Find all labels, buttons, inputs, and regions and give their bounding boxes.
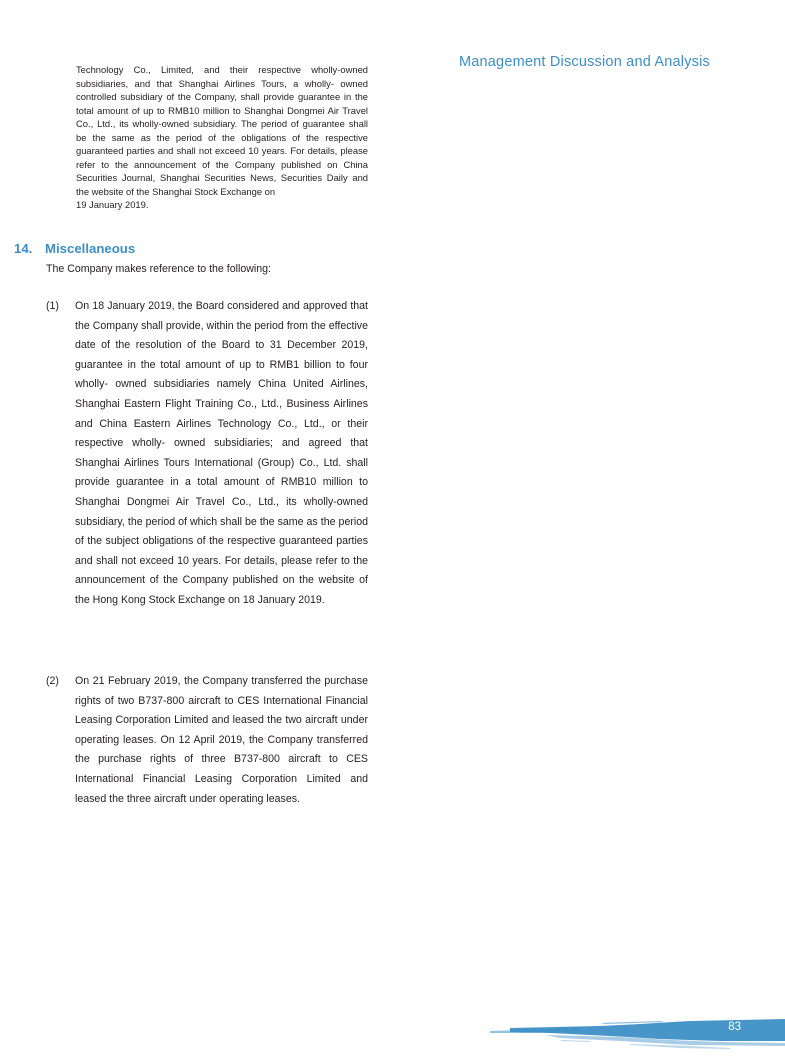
section-heading [14, 241, 135, 256]
list-item [46, 672, 368, 809]
section-lead: The Company makes reference to the following: [46, 263, 271, 275]
section-number: 14. [14, 241, 33, 256]
item-label: (2) [46, 675, 59, 687]
intro-date: 19 January 2019. [76, 199, 149, 210]
item-text: On 18 January 2019, the Board considered and approved that the Company shall provide, within the period from the effective date of the resolution of the Board to 31 December 2019, guarantee in the total amount of up to RMB1 billion to four wholly- owned subsidiaries namely China United Airlines, Shanghai Eastern Flight Training Co., Ltd., Business Airlines and China Eastern Airlines Technology Co., Ltd., or their respective wholly- owned subsidiaries; and agreed that Shanghai Airlines Tours International (Group) Co., Ltd. shall provide guarantee in a total amount of RMB10 million to Shanghai Dongmei Air Travel Co., Ltd., its wholly-owned subsidiary, the period of which shall be the same as the period of the subject obligations of the respective guaranteed parties and shall not exceed 10 years. For details, please refer to the announcement of the Company published on the website of the Hong Kong Stock Exchange on 18 January 2019. [75, 300, 368, 606]
continued-paragraph [76, 63, 368, 212]
list-item [46, 297, 368, 611]
item-text: On 21 February 2019, the Company transferred the purchase rights of two B737-800 aircraft to CES International Financial Leasing Corporation Limited and leased the two aircraft under operating leases. On 12 April 2019, the Company transferred the purchase rights of three B737-800 aircraft to CES International Financial Leasing Corporation Limited and leased the three aircraft under operating leases. [75, 675, 368, 805]
section-title-text: Miscellaneous [45, 241, 136, 256]
page-number: 83 [728, 1021, 741, 1033]
intro-paragraph: Technology Co., Limited, and their respective wholly-owned subsidiaries, and that Shanghai Airlines Tours, a wholly- owned controlled subsidiary of the Company, shall provide guarantee in the total amount of up to RMB10 million to Shanghai Dongmei Air Travel Co., Ltd., its wholly-owned subsidiary. The period of guarantee shall be the same as the period of the obligations of the respective guaranteed parties and shall not exceed 10 years. For details, please refer to the announcement of the Company published on China Securities Journal, Shanghai Securities News, Securities Daily and the website of the Shanghai Stock Exchange on [76, 64, 368, 197]
running-header: Management Discussion and Analysis [458, 54, 710, 70]
item-label: (1) [46, 300, 59, 312]
